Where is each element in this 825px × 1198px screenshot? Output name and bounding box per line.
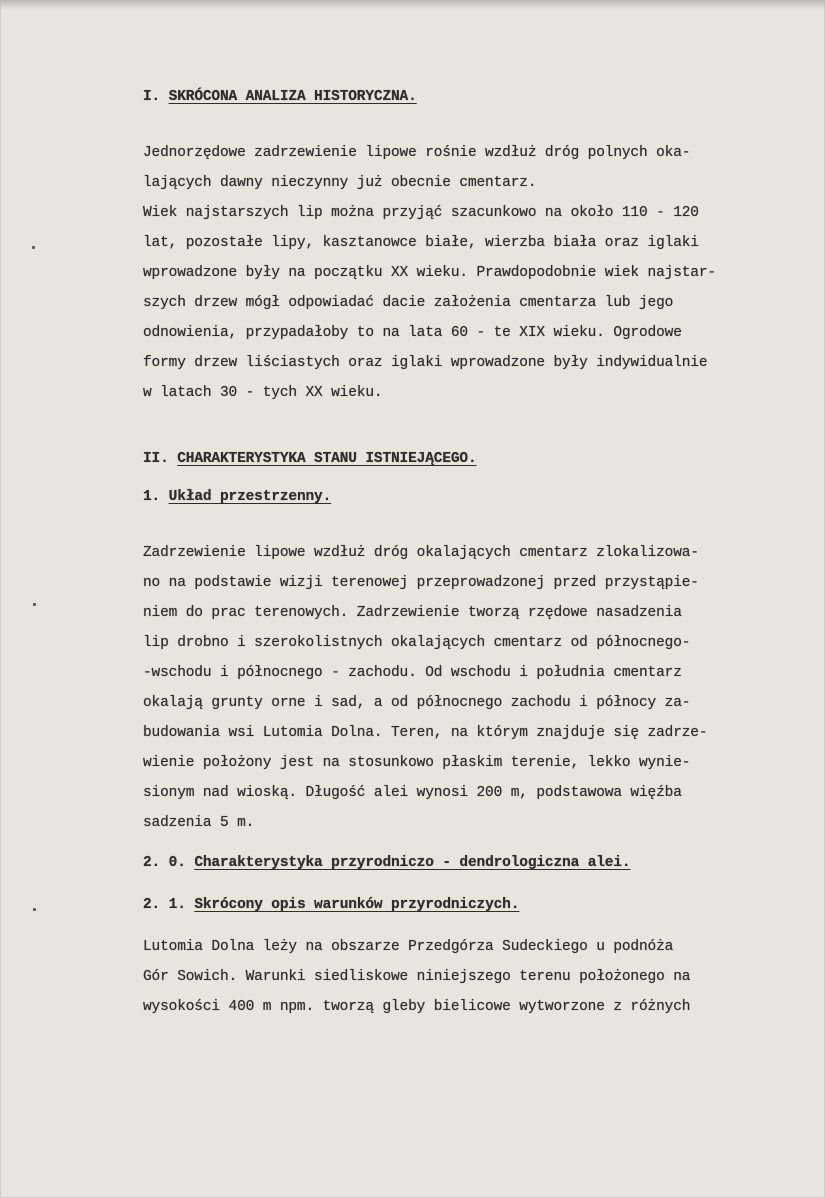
text-line: sionym nad wioską. Długość alei wynosi 200 m, podstawowa więźba: [143, 785, 682, 801]
text-line: sadzenia 5 m.: [143, 815, 255, 831]
text-line: wprowadzone były na początku XX wieku. Prawdopodobnie wiek najstar-: [143, 265, 716, 281]
subsection-2-1-heading: [143, 890, 793, 920]
text-line: Lutomia Dolna leży na obszarze Przedgórza Sudeckiego u podnóża: [143, 939, 674, 955]
subsection-2-1-title: Skrócony opis warunków przyrodniczych.: [194, 897, 520, 913]
text-line: lających dawny nieczynny już obecnie cmentarz.: [143, 175, 537, 191]
text-line: Wiek najstarszych lip można przyjąć szacunkowo na około 110 - 120: [143, 205, 699, 221]
section-2-title: CHARAKTERYSTYKA STANU ISTNIEJĄCEGO.: [177, 451, 477, 467]
text-line: niem do prac terenowych. Zadrzewienie tworzą rzędowe nasadzenia: [143, 605, 682, 621]
subsection-1-number: 1.: [143, 489, 161, 505]
text-line: odnowienia, przypadałoby to na lata 60 - te XIX wieku. Ogrodowe: [143, 325, 682, 341]
text-line: Gór Sowich. Warunki siedliskowe niniejszego terenu położonego na: [143, 969, 691, 985]
text-line: wysokości 400 m npm. tworzą gleby bielicowe wytworzone z różnych: [143, 999, 691, 1015]
text-line: lat, pozostałe lipy, kasztanowce białe, wierzba biała oraz iglaki: [143, 235, 699, 251]
text-line: formy drzew liściastych oraz iglaki wprowadzone były indywidualnie: [143, 355, 708, 371]
section-1-heading: [143, 82, 793, 112]
subsection-2-0-heading: [143, 848, 793, 878]
section-2-heading: [143, 444, 793, 474]
text-line: lip drobno i szerokolistnych okalających cmentarz od północnego-: [143, 635, 691, 651]
subsection-1-heading: [143, 482, 793, 512]
text-line: no na podstawie wizji terenowej przeprowadzonej przed przystąpie-: [143, 575, 699, 591]
subsection-2-0-title: Charakterystyka przyrodniczo - dendrologiczna alei.: [194, 855, 631, 871]
binder-mark: [32, 246, 35, 249]
binder-mark: [33, 908, 36, 911]
section-1-paragraph: [143, 138, 793, 408]
text-line: Jednorzędowe zadrzewienie lipowe rośnie wzdłuż dróg polnych oka-: [143, 145, 691, 161]
text-line: budowania wsi Lutomia Dolna. Teren, na którym znajduje się zadrze-: [143, 725, 708, 741]
text-line: wienie położony jest na stosunkowo płaskim terenie, lekko wynie-: [143, 755, 691, 771]
text-line: szych drzew mógł odpowiadać dacie założenia cmentarza lub jego: [143, 295, 674, 311]
section-1-number: I.: [143, 89, 161, 105]
subsection-1-title: Układ przestrzenny.: [168, 489, 332, 505]
text-line: w latach 30 - tych XX wieku.: [143, 385, 383, 401]
text-line: Zadrzewienie lipowe wzdłuż dróg okalających cmentarz zlokalizowa-: [143, 545, 699, 561]
text-line: okalają grunty orne i sad, a od północnego zachodu i północy za-: [143, 695, 691, 711]
subsection-2-1-number: 2. 1.: [143, 897, 186, 913]
subsection-1-paragraph: [143, 538, 793, 838]
binder-mark: [33, 603, 36, 606]
typed-text: [143, 82, 793, 1022]
text-line: -wschodu i północnego - zachodu. Od wschodu i południa cmentarz: [143, 665, 682, 681]
subsection-2-0-number: 2. 0.: [143, 855, 186, 871]
section-2-number: II.: [143, 451, 169, 467]
page-top-edge: [0, 0, 825, 10]
subsection-2-1-paragraph: [143, 932, 793, 1022]
section-1-title: SKRÓCONA ANALIZA HISTORYCZNA.: [168, 89, 417, 105]
